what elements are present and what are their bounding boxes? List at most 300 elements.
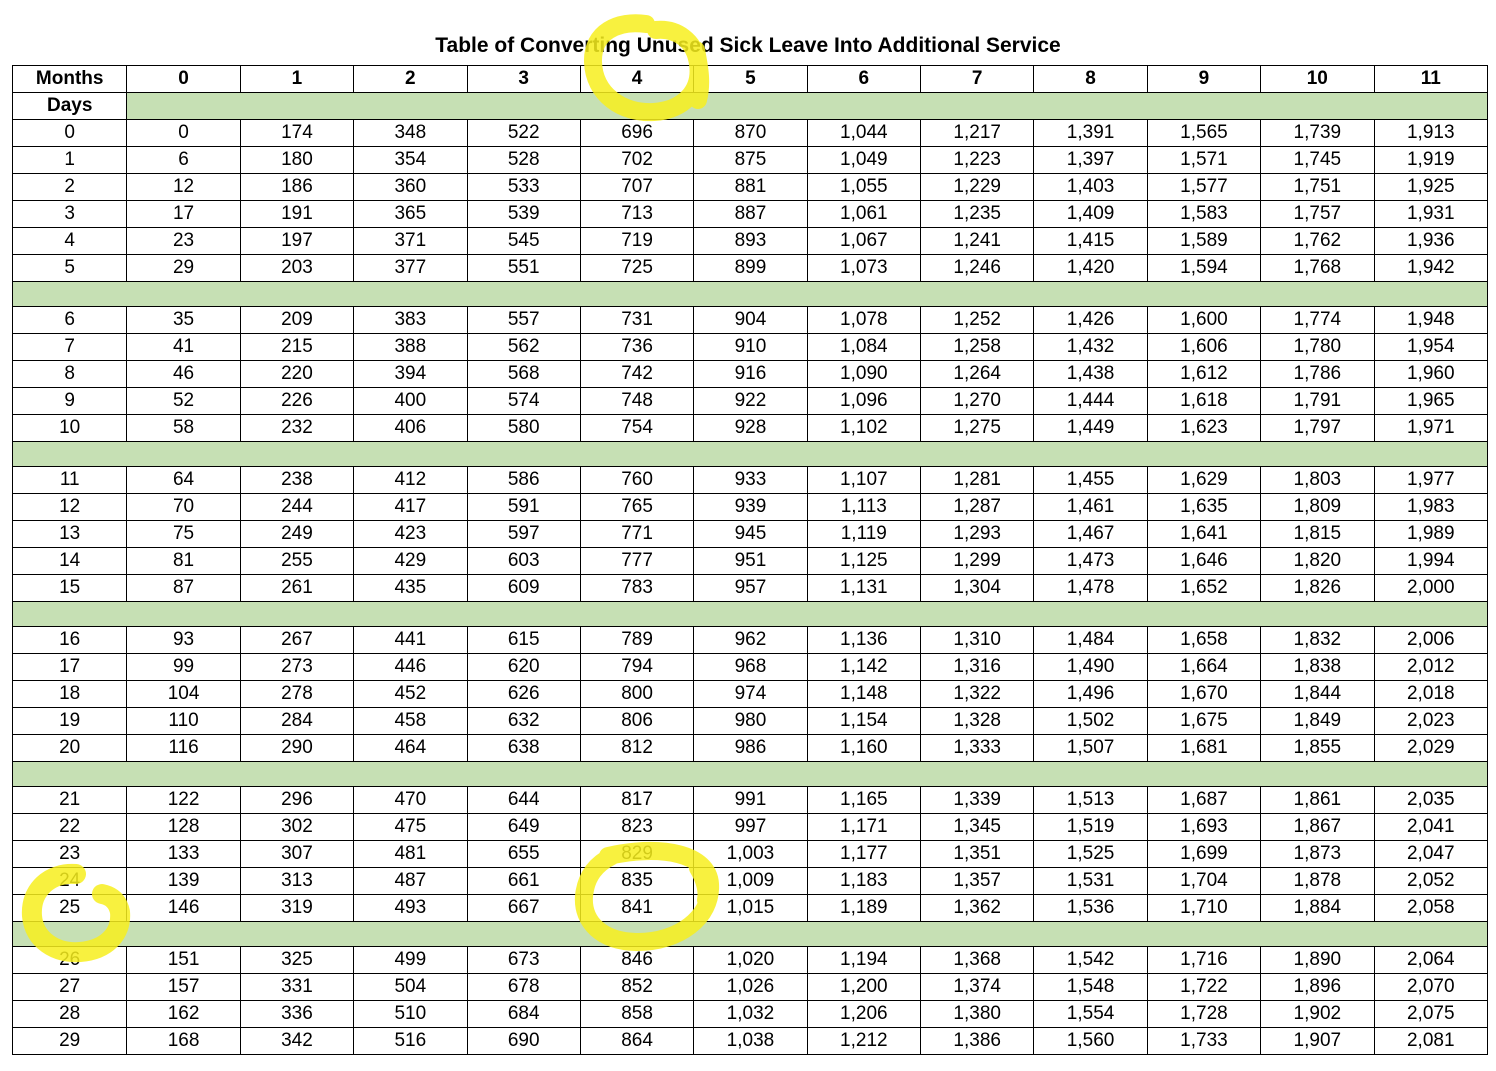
table-cell: 1,444 [1034, 388, 1147, 415]
table-cell: 1,490 [1034, 654, 1147, 681]
table-cell: 475 [354, 814, 467, 841]
table-cell: 2,070 [1374, 974, 1488, 1001]
table-cell: 991 [694, 787, 807, 814]
table-cell: 2,081 [1374, 1028, 1488, 1055]
table-cell: 1,496 [1034, 681, 1147, 708]
table-cell: 812 [580, 735, 693, 762]
table-cell: 1,281 [921, 467, 1034, 494]
table-cell: 1,873 [1261, 841, 1374, 868]
table-cell: 1,797 [1261, 415, 1374, 442]
table-cell: 545 [467, 228, 580, 255]
table-cell: 435 [354, 575, 467, 602]
table-cell: 1,739 [1261, 120, 1374, 147]
table-row [13, 307, 1488, 334]
table-cell: 1,003 [694, 841, 807, 868]
table-cell: 1,606 [1147, 334, 1260, 361]
table-cell: 1,351 [921, 841, 1034, 868]
table-cell: 104 [127, 681, 240, 708]
table-cell: 1,229 [921, 174, 1034, 201]
table-row [13, 868, 1488, 895]
table-cell: 719 [580, 228, 693, 255]
band-separator-row [13, 922, 1488, 947]
month-header: 10 [1261, 66, 1374, 93]
table-cell: 1,664 [1147, 654, 1260, 681]
months-corner-label: Months [13, 66, 127, 93]
table-cell: 881 [694, 174, 807, 201]
month-header: 0 [127, 66, 240, 93]
table-row [13, 467, 1488, 494]
table-cell: 1,391 [1034, 120, 1147, 147]
day-label: 14 [13, 548, 127, 575]
table-row [13, 974, 1488, 1001]
table-cell: 817 [580, 787, 693, 814]
day-label: 4 [13, 228, 127, 255]
table-cell: 661 [467, 868, 580, 895]
table-cell: 499 [354, 947, 467, 974]
table-cell: 586 [467, 467, 580, 494]
days-header-row [13, 93, 1488, 120]
table-cell: 1,513 [1034, 787, 1147, 814]
day-label: 16 [13, 627, 127, 654]
table-cell: 1,989 [1374, 521, 1488, 548]
band-separator [13, 282, 1488, 307]
day-label: 6 [13, 307, 127, 334]
table-cell: 458 [354, 708, 467, 735]
table-cell: 568 [467, 361, 580, 388]
table-cell: 1,206 [807, 1001, 920, 1028]
table-cell: 284 [240, 708, 353, 735]
day-label: 23 [13, 841, 127, 868]
table-cell: 644 [467, 787, 580, 814]
table-cell: 1,948 [1374, 307, 1488, 334]
table-cell: 702 [580, 147, 693, 174]
table-cell: 23 [127, 228, 240, 255]
table-cell: 771 [580, 521, 693, 548]
table-cell: 1,855 [1261, 735, 1374, 762]
table-cell: 1,849 [1261, 708, 1374, 735]
table-cell: 1,722 [1147, 974, 1260, 1001]
table-cell: 899 [694, 255, 807, 282]
table-cell: 133 [127, 841, 240, 868]
day-label: 19 [13, 708, 127, 735]
table-cell: 116 [127, 735, 240, 762]
table-cell: 146 [127, 895, 240, 922]
table-cell: 238 [240, 467, 353, 494]
table-cell: 2,058 [1374, 895, 1488, 922]
table-cell: 1,339 [921, 787, 1034, 814]
month-header: 1 [240, 66, 353, 93]
table-cell: 1,757 [1261, 201, 1374, 228]
table-cell: 1,038 [694, 1028, 807, 1055]
table-cell: 1,357 [921, 868, 1034, 895]
table-cell: 1,293 [921, 521, 1034, 548]
table-row [13, 947, 1488, 974]
table-cell: 562 [467, 334, 580, 361]
day-label: 21 [13, 787, 127, 814]
day-label: 12 [13, 494, 127, 521]
table-cell: 1,994 [1374, 548, 1488, 575]
table-cell: 1,536 [1034, 895, 1147, 922]
table-cell: 1,699 [1147, 841, 1260, 868]
table-cell: 980 [694, 708, 807, 735]
table-row [13, 841, 1488, 868]
table-cell: 1,015 [694, 895, 807, 922]
table-cell: 249 [240, 521, 353, 548]
table-row [13, 147, 1488, 174]
table-cell: 1,838 [1261, 654, 1374, 681]
table-cell: 1,374 [921, 974, 1034, 1001]
table-cell: 1,907 [1261, 1028, 1374, 1055]
table-cell: 388 [354, 334, 467, 361]
table-row [13, 201, 1488, 228]
table-cell: 493 [354, 895, 467, 922]
table-cell: 481 [354, 841, 467, 868]
table-cell: 215 [240, 334, 353, 361]
table-cell: 1,426 [1034, 307, 1147, 334]
table-cell: 765 [580, 494, 693, 521]
table-cell: 945 [694, 521, 807, 548]
band-separator [13, 602, 1488, 627]
table-cell: 99 [127, 654, 240, 681]
table-cell: 1,583 [1147, 201, 1260, 228]
table-row [13, 174, 1488, 201]
table-cell: 1,223 [921, 147, 1034, 174]
table-cell: 1,832 [1261, 627, 1374, 654]
table-row [13, 708, 1488, 735]
table-cell: 1,264 [921, 361, 1034, 388]
table-cell: 1,902 [1261, 1001, 1374, 1028]
table-cell: 974 [694, 681, 807, 708]
table-cell: 870 [694, 120, 807, 147]
table-cell: 255 [240, 548, 353, 575]
band-separator-row [13, 762, 1488, 787]
table-cell: 1,815 [1261, 521, 1374, 548]
table-cell: 2,075 [1374, 1001, 1488, 1028]
table-cell: 1,409 [1034, 201, 1147, 228]
table-row [13, 895, 1488, 922]
table-cell: 365 [354, 201, 467, 228]
table-cell: 1,728 [1147, 1001, 1260, 1028]
table-cell: 1,484 [1034, 627, 1147, 654]
band-separator-row [13, 442, 1488, 467]
table-cell: 70 [127, 494, 240, 521]
table-cell: 1,565 [1147, 120, 1260, 147]
months-header-row [13, 66, 1488, 93]
table-cell: 736 [580, 334, 693, 361]
table-cell: 1,131 [807, 575, 920, 602]
table-cell: 1,420 [1034, 255, 1147, 282]
table-cell: 852 [580, 974, 693, 1001]
table-cell: 1,171 [807, 814, 920, 841]
table-cell: 580 [467, 415, 580, 442]
day-label: 26 [13, 947, 127, 974]
day-label: 29 [13, 1028, 127, 1055]
table-cell: 1,449 [1034, 415, 1147, 442]
table-cell: 46 [127, 361, 240, 388]
table-cell: 1,073 [807, 255, 920, 282]
table-cell: 1,380 [921, 1001, 1034, 1028]
table-cell: 1,432 [1034, 334, 1147, 361]
table-cell: 1,803 [1261, 467, 1374, 494]
table-cell: 1,762 [1261, 228, 1374, 255]
table-cell: 220 [240, 361, 353, 388]
table-cell: 41 [127, 334, 240, 361]
table-cell: 1,704 [1147, 868, 1260, 895]
table-row [13, 494, 1488, 521]
table-row [13, 255, 1488, 282]
table-row [13, 228, 1488, 255]
table-cell: 1,960 [1374, 361, 1488, 388]
table-cell: 1,270 [921, 388, 1034, 415]
table-cell: 325 [240, 947, 353, 974]
table-cell: 1,675 [1147, 708, 1260, 735]
table-row [13, 814, 1488, 841]
table-cell: 789 [580, 627, 693, 654]
table-row [13, 548, 1488, 575]
table-cell: 1,751 [1261, 174, 1374, 201]
table-cell: 290 [240, 735, 353, 762]
table-cell: 1,310 [921, 627, 1034, 654]
table-cell: 539 [467, 201, 580, 228]
table-cell: 1,258 [921, 334, 1034, 361]
table-cell: 1,142 [807, 654, 920, 681]
table-cell: 1,049 [807, 147, 920, 174]
table-cell: 2,064 [1374, 947, 1488, 974]
table-cell: 794 [580, 654, 693, 681]
table-cell: 1,386 [921, 1028, 1034, 1055]
table-cell: 655 [467, 841, 580, 868]
table-cell: 17 [127, 201, 240, 228]
table-cell: 806 [580, 708, 693, 735]
table-cell: 1,531 [1034, 868, 1147, 895]
table-cell: 1,467 [1034, 521, 1147, 548]
month-header: 7 [921, 66, 1034, 93]
table-cell: 725 [580, 255, 693, 282]
table-cell: 1,942 [1374, 255, 1488, 282]
table-cell: 1,165 [807, 787, 920, 814]
table-cell: 957 [694, 575, 807, 602]
table-cell: 928 [694, 415, 807, 442]
table-row [13, 415, 1488, 442]
table-cell: 1,594 [1147, 255, 1260, 282]
day-label: 7 [13, 334, 127, 361]
day-label: 22 [13, 814, 127, 841]
table-cell: 180 [240, 147, 353, 174]
table-row [13, 388, 1488, 415]
table-cell: 574 [467, 388, 580, 415]
month-header: 3 [467, 66, 580, 93]
table-cell: 487 [354, 868, 467, 895]
table-cell: 1,078 [807, 307, 920, 334]
table-cell: 1,919 [1374, 147, 1488, 174]
table-cell: 1,345 [921, 814, 1034, 841]
table-cell: 1,177 [807, 841, 920, 868]
table-cell: 1,275 [921, 415, 1034, 442]
table-row [13, 575, 1488, 602]
table-cell: 307 [240, 841, 353, 868]
table-cell: 1,362 [921, 895, 1034, 922]
table-cell: 603 [467, 548, 580, 575]
table-cell: 1,235 [921, 201, 1034, 228]
table-cell: 360 [354, 174, 467, 201]
table-cell: 1,461 [1034, 494, 1147, 521]
table-cell: 1,635 [1147, 494, 1260, 521]
table-cell: 504 [354, 974, 467, 1001]
table-cell: 1,641 [1147, 521, 1260, 548]
table-row [13, 627, 1488, 654]
table-cell: 377 [354, 255, 467, 282]
table-cell: 29 [127, 255, 240, 282]
table-cell: 1,612 [1147, 361, 1260, 388]
table-cell: 1,148 [807, 681, 920, 708]
table-cell: 203 [240, 255, 353, 282]
table-cell: 261 [240, 575, 353, 602]
band-separator [13, 762, 1488, 787]
day-label: 18 [13, 681, 127, 708]
table-cell: 551 [467, 255, 580, 282]
table-cell: 1,200 [807, 974, 920, 1001]
table-cell: 696 [580, 120, 693, 147]
table-cell: 1,136 [807, 627, 920, 654]
table-cell: 174 [240, 120, 353, 147]
table-cell: 1,113 [807, 494, 920, 521]
day-label: 11 [13, 467, 127, 494]
table-cell: 1,548 [1034, 974, 1147, 1001]
table-cell: 302 [240, 814, 353, 841]
table-cell: 1,861 [1261, 787, 1374, 814]
day-label: 17 [13, 654, 127, 681]
table-cell: 157 [127, 974, 240, 1001]
table-cell: 278 [240, 681, 353, 708]
table-cell: 186 [240, 174, 353, 201]
day-label: 2 [13, 174, 127, 201]
table-cell: 1,304 [921, 575, 1034, 602]
table-cell: 1,061 [807, 201, 920, 228]
table-cell: 597 [467, 521, 580, 548]
table-cell: 406 [354, 415, 467, 442]
month-header: 6 [807, 66, 920, 93]
table-cell: 1,658 [1147, 627, 1260, 654]
table-cell: 1,896 [1261, 974, 1374, 1001]
day-label: 27 [13, 974, 127, 1001]
table-cell: 1,820 [1261, 548, 1374, 575]
table-title: Table of Converting Unused Sick Leave Into Additional Service [435, 34, 1061, 57]
table-cell: 615 [467, 627, 580, 654]
table-cell: 93 [127, 627, 240, 654]
table-cell: 232 [240, 415, 353, 442]
table-cell: 1,693 [1147, 814, 1260, 841]
table-row [13, 334, 1488, 361]
table-cell: 1,525 [1034, 841, 1147, 868]
table-cell: 470 [354, 787, 467, 814]
table-cell: 1,925 [1374, 174, 1488, 201]
table-cell: 638 [467, 735, 580, 762]
table-cell: 168 [127, 1028, 240, 1055]
table-cell: 1,890 [1261, 947, 1374, 974]
table-cell: 823 [580, 814, 693, 841]
table-cell: 1,455 [1034, 467, 1147, 494]
table-cell: 1,328 [921, 708, 1034, 735]
table-cell: 2,006 [1374, 627, 1488, 654]
table-cell: 667 [467, 895, 580, 922]
table-cell: 986 [694, 735, 807, 762]
table-cell: 1,971 [1374, 415, 1488, 442]
table-cell: 1,415 [1034, 228, 1147, 255]
table-cell: 1,252 [921, 307, 1034, 334]
band-separator-row [13, 602, 1488, 627]
table-cell: 1,397 [1034, 147, 1147, 174]
table-cell: 267 [240, 627, 353, 654]
table-cell: 383 [354, 307, 467, 334]
table-cell: 75 [127, 521, 240, 548]
day-label: 15 [13, 575, 127, 602]
table-cell: 296 [240, 787, 353, 814]
table-cell: 713 [580, 201, 693, 228]
table-cell: 1,241 [921, 228, 1034, 255]
table-cell: 331 [240, 974, 353, 1001]
table-cell: 441 [354, 627, 467, 654]
table-cell: 244 [240, 494, 353, 521]
table-cell: 2,052 [1374, 868, 1488, 895]
table-cell: 2,035 [1374, 787, 1488, 814]
table-cell: 864 [580, 1028, 693, 1055]
table-cell: 2,012 [1374, 654, 1488, 681]
table-cell: 2,018 [1374, 681, 1488, 708]
table-cell: 887 [694, 201, 807, 228]
table-cell: 522 [467, 120, 580, 147]
band-separator-row [13, 282, 1488, 307]
table-cell: 162 [127, 1001, 240, 1028]
day-label: 10 [13, 415, 127, 442]
table-cell: 1,102 [807, 415, 920, 442]
table-cell: 464 [354, 735, 467, 762]
table-cell: 1,032 [694, 1001, 807, 1028]
table-cell: 649 [467, 814, 580, 841]
table-cell: 1,478 [1034, 575, 1147, 602]
table-cell: 1,774 [1261, 307, 1374, 334]
table-cell: 591 [467, 494, 580, 521]
month-header: 8 [1034, 66, 1147, 93]
table-cell: 875 [694, 147, 807, 174]
table-cell: 1,067 [807, 228, 920, 255]
day-label: 24 [13, 868, 127, 895]
table-cell: 394 [354, 361, 467, 388]
table-cell: 191 [240, 201, 353, 228]
table-cell: 139 [127, 868, 240, 895]
table-cell: 35 [127, 307, 240, 334]
table-cell: 64 [127, 467, 240, 494]
day-label: 8 [13, 361, 127, 388]
table-cell: 557 [467, 307, 580, 334]
table-cell: 1,571 [1147, 147, 1260, 174]
table-cell: 510 [354, 1001, 467, 1028]
table-cell: 690 [467, 1028, 580, 1055]
day-label: 28 [13, 1001, 127, 1028]
table-cell: 1,368 [921, 947, 1034, 974]
table-cell: 632 [467, 708, 580, 735]
table-cell: 1,983 [1374, 494, 1488, 521]
table-cell: 1,473 [1034, 548, 1147, 575]
table-cell: 319 [240, 895, 353, 922]
day-label: 9 [13, 388, 127, 415]
month-header: 4 [580, 66, 693, 93]
band-separator [13, 442, 1488, 467]
table-cell: 371 [354, 228, 467, 255]
table-cell: 12 [127, 174, 240, 201]
table-cell: 423 [354, 521, 467, 548]
table-row [13, 521, 1488, 548]
table-row [13, 1001, 1488, 1028]
